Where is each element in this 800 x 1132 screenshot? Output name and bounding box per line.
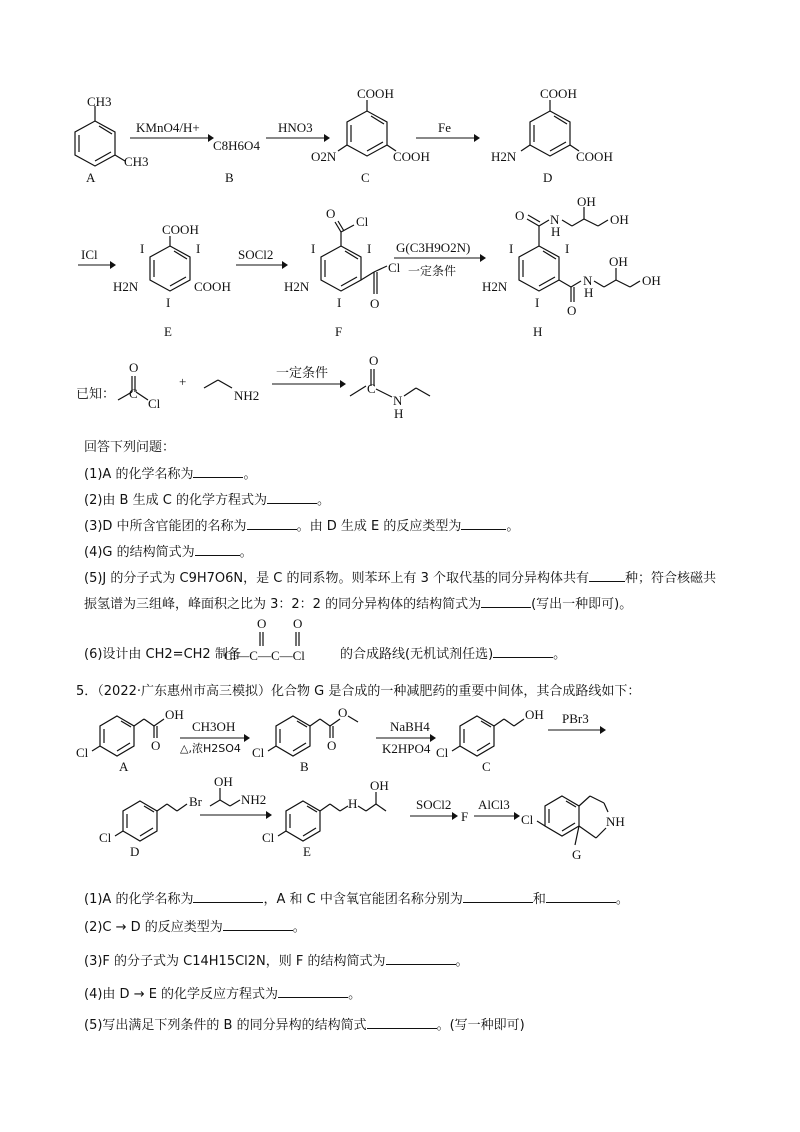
p4-q5-text-1: (5)J 的分子式为 C9H7O6N，是 C 的同系物。则苯环上有 3 个取代基的同分异构体共有 [84, 571, 590, 586]
oxalyl-formula: Cl—C—C—Cl [224, 648, 305, 663]
p5-q1-end: 。 [615, 892, 629, 907]
arrow-icl [78, 247, 116, 269]
p5-q5-end: 。(写一种即可) [436, 1018, 525, 1033]
d-cooh-top: COOH [540, 86, 577, 101]
p5-q1-answer-blank-3[interactable] [546, 890, 616, 903]
p4-q5-answer-blank-1[interactable] [589, 569, 625, 582]
p4-q4-answer-blank[interactable] [195, 543, 240, 556]
f-oxygen-2: O [370, 296, 380, 311]
label-f: F [335, 324, 343, 339]
p4-q5-text-3: 振氢谱为三组峰，峰面积之比为 3：2：2 的同分异构体的结构简式为 [84, 597, 482, 612]
p4-q3-answer-blank-1[interactable] [247, 517, 297, 530]
p5-e-nitrogen: H [348, 796, 358, 811]
known-amine: NH2 [234, 388, 260, 403]
p5-reagent-ch3oh: CH3OH [192, 719, 236, 734]
e-iodo-1: I [140, 241, 145, 256]
reagent-g: G(C3H9O2N) [396, 240, 471, 255]
p5-compound-a [76, 707, 184, 774]
p5-q4-answer-blank[interactable] [278, 985, 348, 998]
c-nitro: O2N [311, 149, 337, 164]
p5-intermediate-f: F [461, 809, 469, 824]
p5-label-g: G [572, 847, 582, 862]
h-iodo-3: I [535, 295, 540, 310]
known-oxygen: O [129, 360, 139, 375]
p4-q3 [84, 515, 519, 534]
p4-q5-text-4: (写出一种即可)。 [531, 597, 633, 612]
p5-d-bromo: Br [189, 794, 202, 809]
p5-q1-text: (1)A 的化学名称为 [84, 892, 194, 907]
h-hydroxyl-2: OH [610, 212, 629, 227]
p5-q2-end: 。 [292, 920, 306, 935]
p5-compound-g [521, 796, 625, 862]
h-iodo-1: I [509, 241, 514, 256]
p4-q5-answer-blank-2[interactable] [481, 595, 531, 608]
known-chloro: Cl [148, 396, 161, 411]
p5-g-nh: NH [606, 814, 625, 829]
condition-g: 一定条件 [408, 264, 457, 278]
h-hydroxyl-3: OH [609, 254, 628, 269]
p4-q6-start: (6)设计由 CH2=CH2 制备 [84, 647, 241, 662]
p5-compound-d [99, 794, 203, 859]
compound-f [284, 206, 401, 339]
p5-q2-text: (2)C → D 的反应类型为 [84, 920, 223, 935]
p5-q5-answer-blank[interactable] [367, 1016, 437, 1029]
arrow-g-reagent [394, 240, 486, 278]
p5-q1-mid: ，A 和 C 中含氧官能团名称分别为 [263, 892, 463, 907]
p4-q1-text: (1)A 的化学名称为 [84, 467, 194, 482]
p5-q3 [84, 950, 469, 969]
p5-b-chloro: Cl [252, 745, 265, 760]
known-condition: 一定条件 [276, 366, 329, 381]
p5-q4-end: 。 [348, 987, 362, 1002]
p5-label-b: B [300, 759, 309, 774]
p5-q1 [84, 888, 629, 907]
reagent-socl2: SOCl2 [238, 247, 274, 262]
d-cooh-right: COOH [576, 149, 613, 164]
f-iodo-1: I [311, 241, 316, 256]
a-methyl-top: CH3 [87, 94, 112, 109]
p4-q1 [84, 463, 256, 482]
reagent-kmno4: KMnO4/H+ [136, 120, 200, 135]
p5-arrow-4 [200, 774, 272, 819]
compound-h [482, 194, 661, 339]
known-carbon: C [129, 386, 138, 401]
d-amino: H2N [491, 149, 517, 164]
p4-q2-end: 。 [316, 493, 330, 508]
compound-c [311, 86, 430, 185]
f-iodo-3: I [337, 295, 342, 310]
known-product-h: H [394, 406, 404, 421]
p4-q1-answer-blank[interactable] [193, 465, 243, 478]
compound-d [491, 86, 613, 185]
arrow-socl2 [236, 247, 288, 269]
p5-arrow-5 [410, 797, 458, 820]
oxalyl-oxygen-2: O [293, 616, 303, 631]
label-a: A [86, 170, 96, 185]
reagent-hno3: HNO3 [278, 120, 313, 135]
p4-intro: 回答下列问题： [84, 440, 176, 455]
p5-arrow-6 [474, 797, 520, 820]
p5-a-hydroxyl: OH [165, 707, 184, 722]
p5-reagent-h2so4: △,浓H2SO4 [180, 742, 241, 755]
p4-q6-period: 。 [553, 647, 567, 662]
p5-arrow-1 [180, 719, 250, 755]
reagent-icl: ICl [81, 247, 98, 262]
p4-q3-mid: 。由 D 生成 E 的反应类型为 [296, 519, 462, 534]
p4-q5-text-2: 种；符合核磁共 [625, 571, 717, 586]
p5-compound-e [262, 778, 389, 859]
p5-reagent-hydroxyl: OH [214, 774, 233, 789]
p4-q2 [84, 489, 330, 508]
p4-q1-end: 。 [243, 467, 257, 482]
h-hydroxyl-4: OH [642, 273, 661, 288]
p4-q6-end [340, 643, 566, 662]
p4-q2-answer-blank[interactable] [267, 491, 317, 504]
h-amide-n-2: N [583, 273, 593, 288]
p5-reagent-alcl3: AlCl3 [478, 797, 510, 812]
e-cooh-top: COOH [162, 222, 199, 237]
p5-reagent-pbr3: PBr3 [562, 711, 589, 726]
p5-label-a: A [119, 759, 129, 774]
h-carbonyl-2: O [567, 303, 577, 318]
p5-b-oxygen: O [327, 738, 337, 753]
h-iodo-2: I [565, 241, 570, 256]
known-product-oxygen: O [369, 353, 379, 368]
arrow-hno3 [266, 120, 330, 142]
p5-g-chloro: Cl [521, 812, 534, 827]
p5-compound-b [252, 705, 358, 774]
p4-q3-answer-blank-2[interactable] [461, 517, 506, 530]
p5-q3-answer-blank[interactable] [386, 952, 456, 965]
p5-label-c: C [482, 759, 491, 774]
p4-q6-answer-blank[interactable] [493, 645, 553, 658]
p5-reagent-k2hpo4: K2HPO4 [382, 741, 431, 756]
p5-reagent-amine: NH2 [241, 792, 267, 807]
p5-q3-text: (3)F 的分子式为 C14H15Cl2N，则 F 的结构简式为 [84, 954, 386, 969]
p5-q2 [84, 916, 306, 935]
h-amide-n-1: N [550, 212, 560, 227]
p5-compound-c [436, 707, 544, 774]
f-oxygen-1: O [326, 206, 336, 221]
p5-q5 [84, 1014, 525, 1033]
p5-a-chloro: Cl [76, 745, 89, 760]
p5-header: 5．（2022·广东惠州市高三模拟）化合物 G 是合成的一种减肥药的重要中间体，其合成路线如下： [76, 684, 641, 699]
e-amino: H2N [113, 279, 139, 294]
compound-e [113, 222, 231, 339]
known-plus: + [179, 374, 187, 389]
p4-q6-text: 的合成路线(无机试剂任选) [340, 647, 494, 662]
p5-e-chloro: Cl [262, 830, 275, 845]
f-amino: H2N [284, 279, 310, 294]
p5-q1-and: 和 [532, 892, 546, 907]
label-b: B [225, 170, 234, 185]
p5-b-ester-oxygen: O [338, 705, 348, 720]
h-hydroxyl-1: OH [577, 194, 596, 209]
p4-q5-line2 [84, 593, 632, 612]
p5-a-oxygen: O [151, 738, 161, 753]
p5-c-hydroxyl: OH [525, 707, 544, 722]
p4-q4-end: 。 [239, 545, 253, 560]
p5-q2-answer-blank[interactable] [223, 918, 293, 931]
arrow-kmno4 [130, 120, 214, 142]
p5-e-hydroxyl: OH [370, 778, 389, 793]
p5-q5-text: (5)写出满足下列条件的 B 的同分异构的结构简式 [84, 1018, 367, 1033]
p5-arrow-3 [548, 711, 606, 734]
f-chloro-1: Cl [356, 214, 369, 229]
e-iodo-2: I [196, 241, 201, 256]
p5-reagent-socl2: SOCl2 [416, 797, 452, 812]
known-reaction [76, 353, 430, 421]
label-h: H [533, 324, 543, 339]
p4-q4-text: (4)G 的结构简式为 [84, 545, 195, 560]
p5-d-chloro: Cl [99, 830, 112, 845]
p5-q1-answer-blank-2[interactable] [463, 890, 533, 903]
p4-q5-line1 [84, 567, 716, 586]
p5-label-e: E [303, 844, 311, 859]
p4-q3-end: 。 [506, 519, 520, 534]
a-methyl-right: CH3 [124, 154, 149, 169]
p5-q3-end: 。 [455, 954, 469, 969]
reagent-fe: Fe [438, 120, 451, 135]
h-amide-h-1: H [551, 224, 561, 239]
known-product-n: N [393, 393, 403, 408]
arrow-fe [416, 120, 480, 142]
p5-c-chloro: Cl [436, 745, 449, 760]
p5-label-d: D [130, 844, 140, 859]
label-e: E [164, 324, 172, 339]
known-prefix: 已知： [76, 387, 116, 402]
h-carbonyl-1: O [515, 208, 525, 223]
p5-reagent-nabh4: NaBH4 [390, 719, 430, 734]
b-formula: C8H6O4 [213, 138, 260, 153]
f-chloro-2: Cl [388, 260, 401, 275]
f-iodo-2: I [367, 241, 372, 256]
p5-q1-answer-blank-1[interactable] [193, 890, 263, 903]
e-cooh-right: COOH [194, 279, 231, 294]
h-amino: H2N [482, 279, 508, 294]
label-d: D [543, 170, 553, 185]
h-amide-h-2: H [584, 285, 594, 300]
known-product-carbon: C [367, 381, 376, 396]
p4-q4 [84, 541, 253, 560]
c-cooh-top: COOH [357, 86, 394, 101]
c-cooh-right: COOH [393, 149, 430, 164]
p4-q3-text: (3)D 中所含官能团的名称为 [84, 519, 247, 534]
p5-q4 [84, 983, 361, 1002]
label-c: C [361, 170, 370, 185]
p4-q2-text: (2)由 B 生成 C 的化学方程式为 [84, 493, 267, 508]
oxalyl-oxygen-1: O [257, 616, 267, 631]
compound-a [75, 94, 149, 185]
e-iodo-3: I [166, 295, 171, 310]
p5-arrow-2 [376, 719, 436, 756]
p5-q4-text: (4)由 D → E 的化学反应方程式为 [84, 987, 279, 1002]
